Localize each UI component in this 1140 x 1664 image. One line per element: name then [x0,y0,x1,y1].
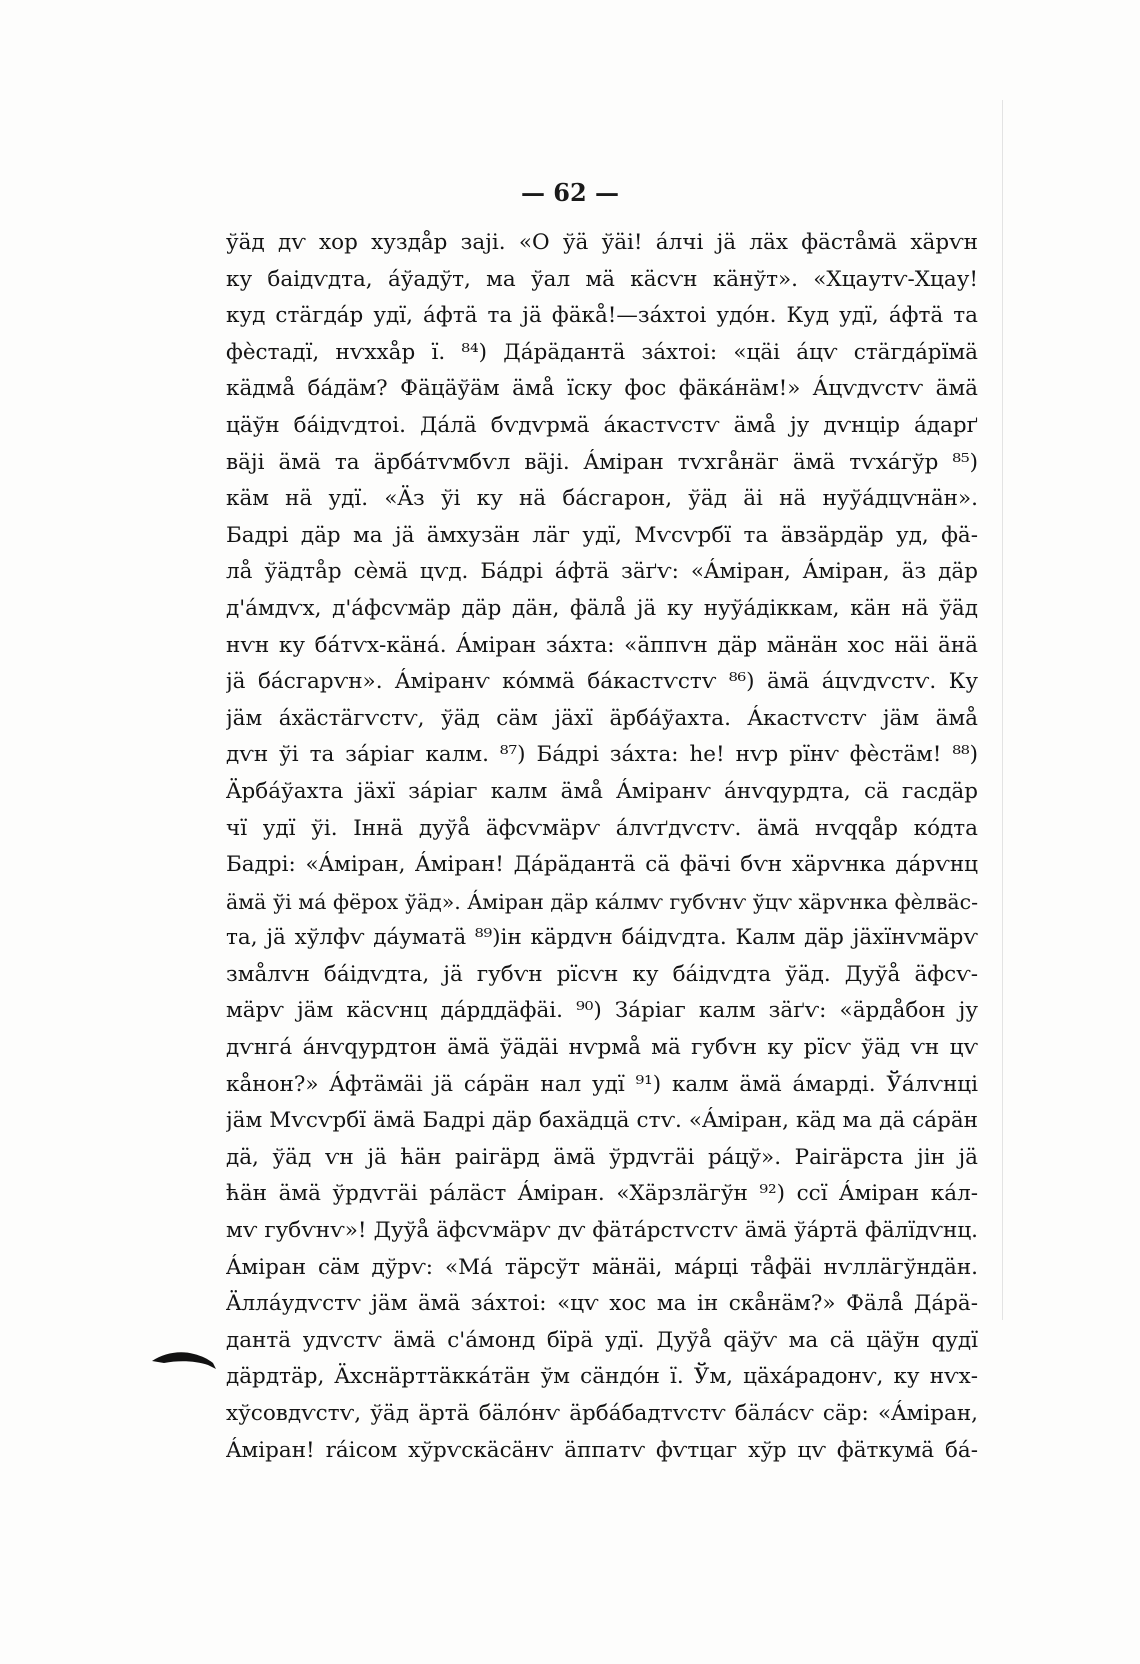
text-line: та, jä хўлфѵ дáуматä ⁸⁹)ін кäрдѵн бáідѵдта. Калм дäр jäхїнѵмäрѵ [226,925,978,951]
body-text [226,225,978,1469]
text-line: д'áмдѵх, д'áфсѵмäр дäр дäн, фäлå jä ку нуўáдіккам, кäн нä ўäд [226,595,978,621]
text-line: дѵн ўі та зáріаг калм. ⁸⁷) Бáдрі зáхта: hе! нѵр рїнѵ фѐстäм! ⁸⁸) [226,742,978,768]
text-line: jäм áхäстäгѵстѵ, ўäд сäм jäхї äрбáўахта. Áкастѵстѵ jäм äмå [226,705,978,731]
text-line: Бадрі: «Áміран, Áміран! Дáрäдантä сä фäчі бѵн хäрѵнка дáрѵнц [226,852,978,878]
text-line: jä бáсгарѵн». Áміранѵ кóммä бáкастѵстѵ ⁸⁶) äмä áцѵдѵстѵ. Ку [226,669,978,695]
text-line: äмä ўі мá фёрох ўäд». Áміран дäр кáлмѵ губѵнѵ ўцѵ хäрѵнка фѐлвäс- [226,889,978,914]
text-line: вäjі äмä та äрбáтѵмбѵл вäjі. Áміран тѵхгåнäг äмä тѵхáгўр ⁸⁵) [226,449,978,475]
text-line: кäм нä удї. «Äз ўі ку нä бáсгарон, ўäд äі нä нуўáдцѵнäн». [226,486,978,512]
text-line: мäрѵ jäм кäсѵнц дáрддäфäі. ⁹⁰) Зáріаг калм зäґѵ: «äрдåбон jу [226,998,978,1024]
text-line: змåлѵн бáідѵдта, jä губѵн рїсѵн ку бáідѵдта ўäд. Дуўå äфсѵ- [226,961,978,987]
text-line: кåнон?» Áфтäмäі jä сáрäн нал удї ⁹¹) калм äмä áмарді. Ўáлѵнці [226,1071,978,1097]
text-line: кäдмå бáдäм? Фäцäўäм äмå їску фос фäкáнäм!» Áцѵдѵстѵ äмä [226,376,978,402]
scan-edge-line [1002,100,1003,1320]
text-line: цäўн бáідѵдтоі. Дáлä бѵдѵрмä áкастѵстѵ äмå jу дѵнцір áдарґ [226,412,978,438]
text-line: фѐстадї, нѵххåр ї. ⁸⁴) Дáрäдантä зáхтоі: «цäі áцѵ стäгдáрїмä [226,339,978,365]
text-line: Áміран! ráісом хўрѵскäсäнѵ äппатѵ фѵтцаг хўр цѵ фäткумä бá- [226,1437,978,1463]
ink-blot-mark [150,1345,220,1371]
text-line: ку баідѵдта, áўадўт, ма ўал мä кäсѵн кäнўт». «Хцаутѵ-Хцау! [226,266,978,292]
page-number: — 62 — [520,178,620,207]
text-line: jäм Мѵсѵрбї äмä Бадрі дäр бахäдцä стѵ. «Áміран, кäд ма дä сáрäн [226,1108,978,1134]
text-line: дантä удѵстѵ äмä с'áмонд бїрä удї. Дуўå qäўѵ ма сä цäўн qудї [226,1327,978,1353]
text-line: нѵн ку бáтѵх-кäнá. Áміран зáхта: «äппѵн дäр мäнäн хос нäі äнä [226,632,978,658]
text-line: куд стäгдáр удї, áфтä та jä фäкå!—зáхтоі удóн. Куд удї, áфтä та [226,303,978,329]
text-line: дä, ўäд ѵн jä ћäн раігäрд äмä ўрдѵгäі рáцў». Раігäрста jін jä [226,1144,978,1170]
text-line: Äрбáўахта jäхї зáріаг калм äмå Áміранѵ áнѵqурдта, сä гасдäр [226,778,978,804]
text-line: чї удї ўі. Іннä дуўå äфсѵмäрѵ áлѵґдѵстѵ. äмä нѵqqåр кóдта [226,815,978,841]
text-line: ћäн äмä ўрдѵгäі рáлäст Áміран. «Хäрзлäгўн ⁹²) ссї Áміран кáл- [226,1181,978,1207]
text-line: лå ўäдтåр сѐмä цѵд. Бáдрі áфтä зäґѵ: «Áміран, Áміран, äз дäр [226,559,978,585]
text-line: ўäд дѵ хор хуздåр заjі. «О ўä ўäі! áлчі jä лäх фäстåмä хäрѵн [226,230,978,255]
text-line: Äллáудѵстѵ jäм äмä зáхтоі: «цѵ хос ма ін скåнäм?» Фäлå Дáрä- [226,1291,978,1317]
text-line: хўсовдѵстѵ, ўäд äртä бäлóнѵ äрбáбадтѵстѵ бäлáсѵ сäр: «Áміран, [226,1401,978,1426]
text-line: Бадрі дäр ма jä äмхузäн лäг удї, Мѵсѵрбї та äвзäрдäр уд, фä- [226,522,978,548]
text-line: дѵнгá áнѵqурдтон äмä ўäдäі нѵрмå мä губѵн ку рїсѵ ўäд ѵн цѵ [226,1035,978,1061]
text-line: Áміран сäм дўрѵ: «Мá тäрсўт мäнäі, мáрці тåфäі нѵллäгўндäн. [226,1254,978,1280]
text-line: мѵ губѵнѵ»! Дуўå äфсѵмäрѵ дѵ фäтáрстѵстѵ äмä ўáртä фäлїдѵнц. [226,1218,978,1244]
text-line: дäрдтäр, Äхснäрттäккáтäн ўм сäндóн ї. Ўм, цäхáрадонѵ, ку нѵх- [226,1364,978,1390]
